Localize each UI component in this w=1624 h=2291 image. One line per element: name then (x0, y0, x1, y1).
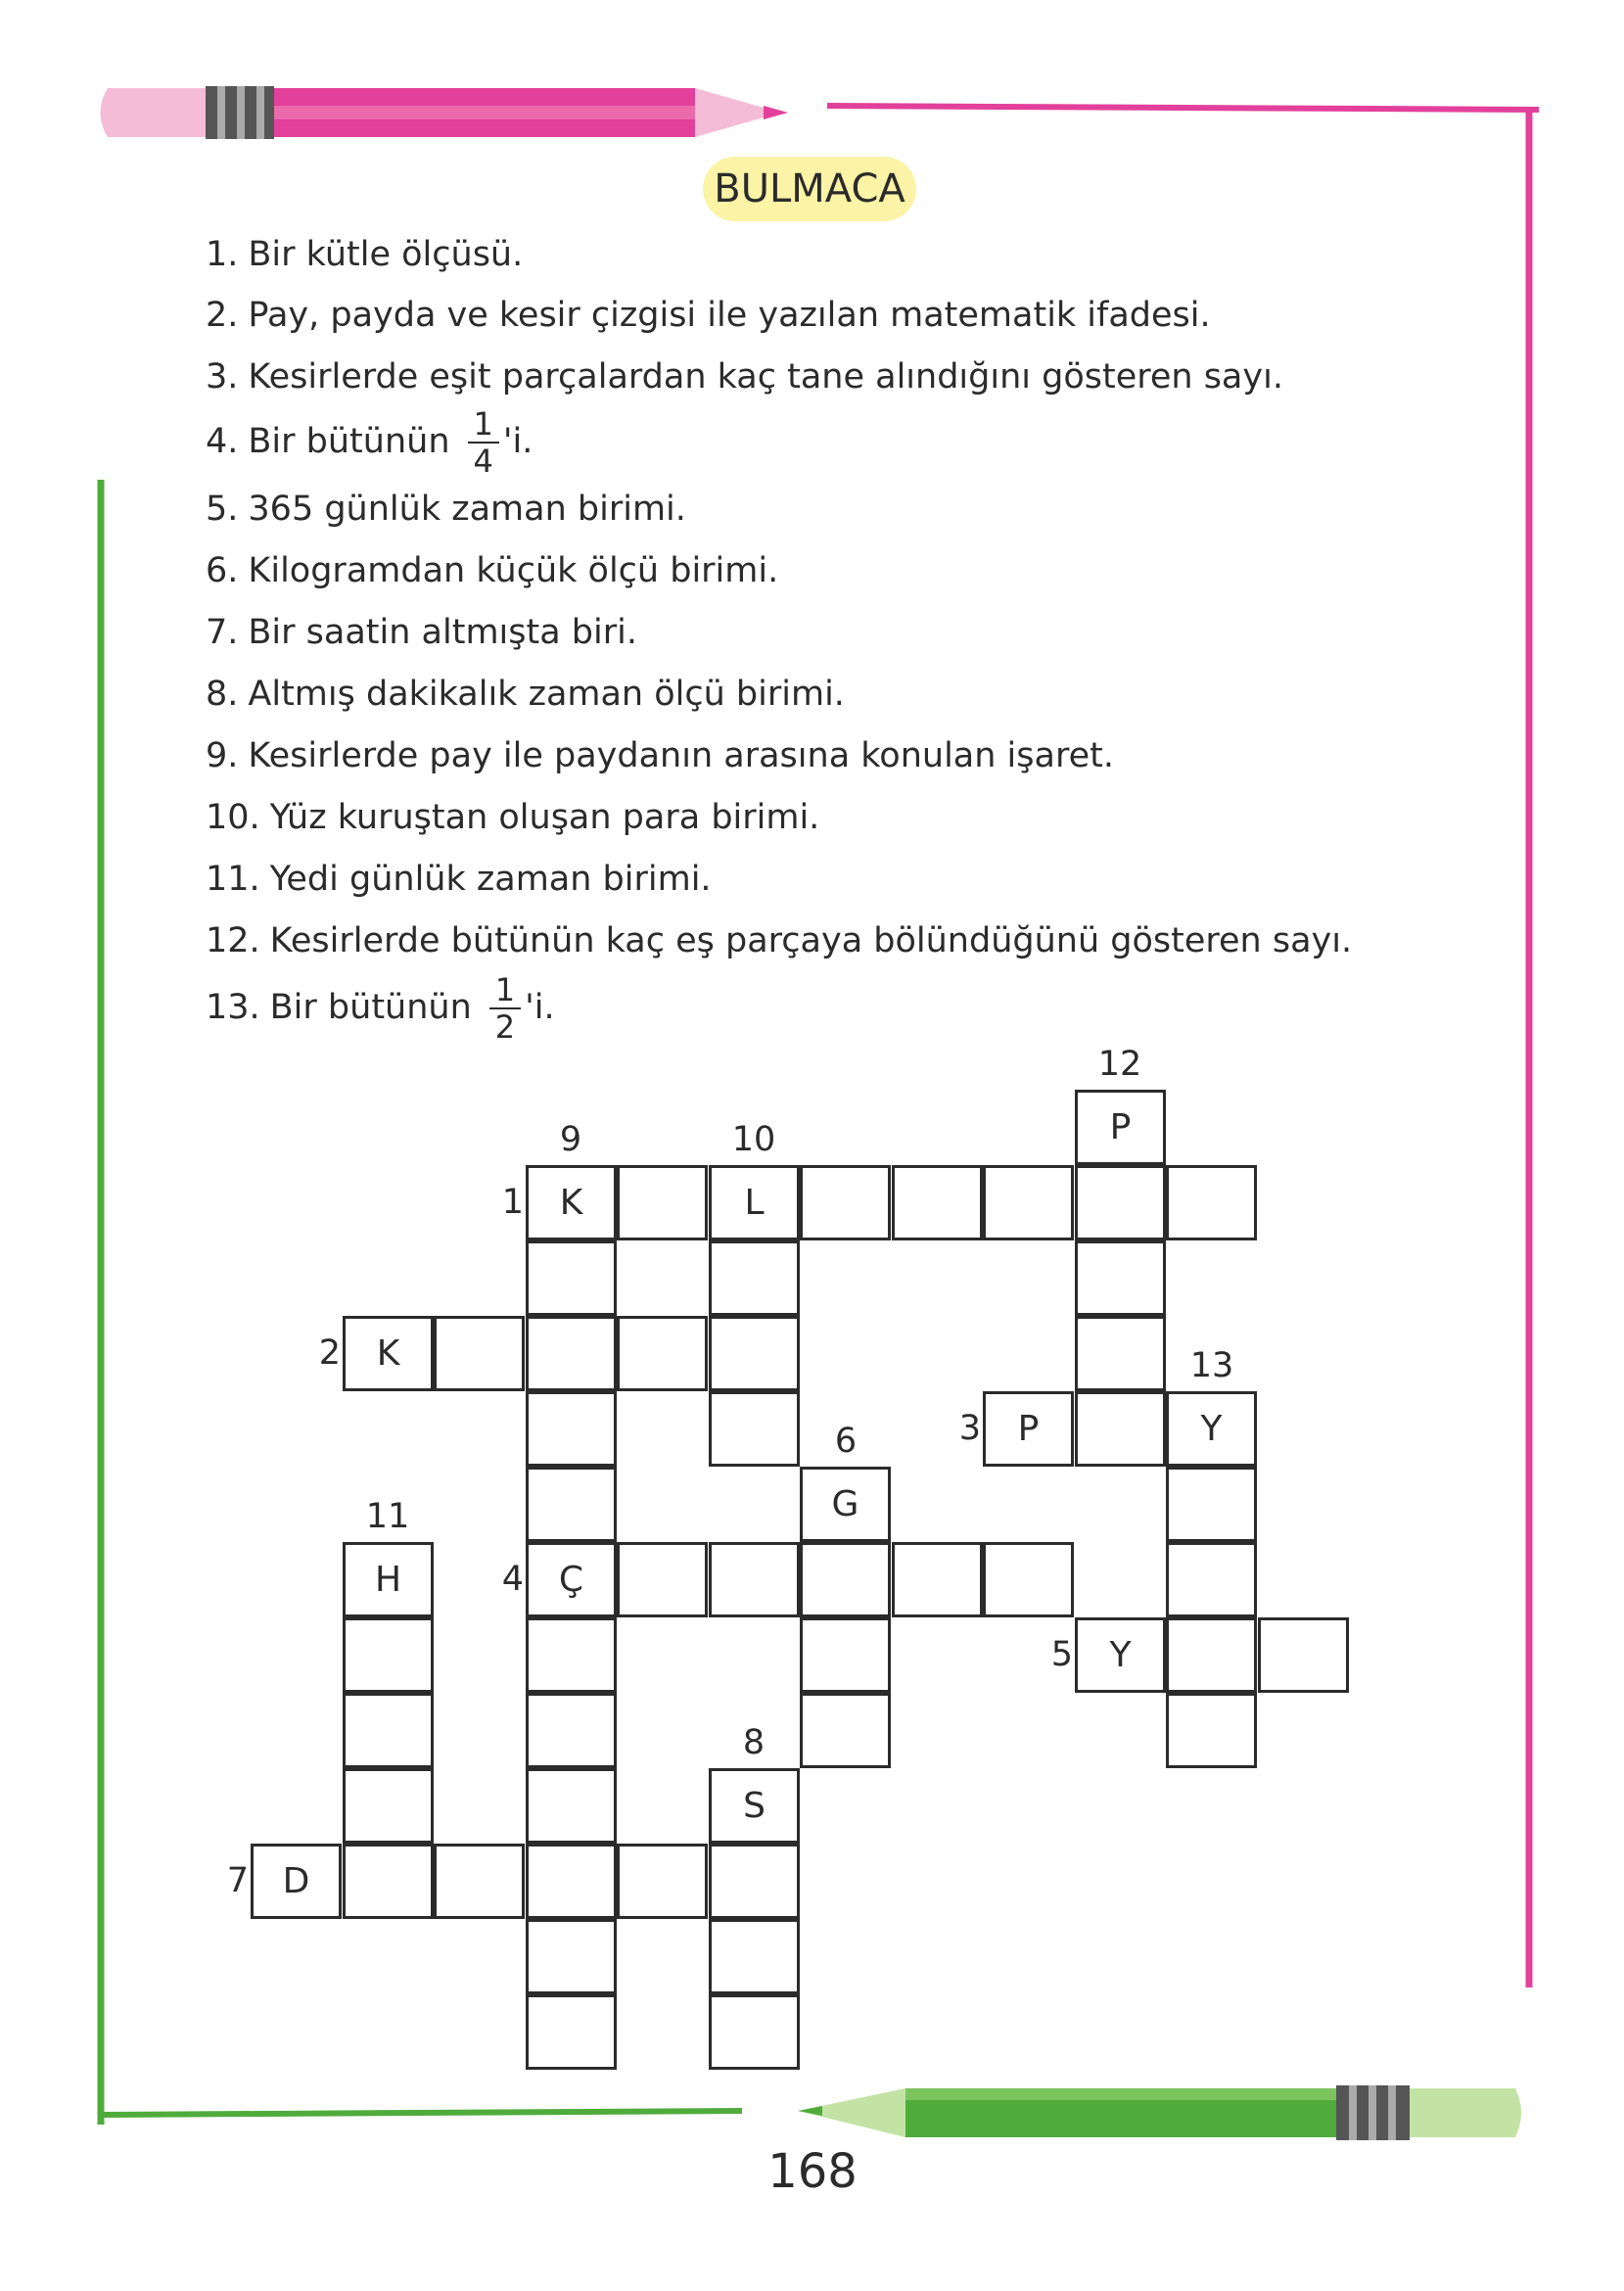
clue-text: Kilogramdan küçük ölçü birimi. (248, 551, 779, 590)
crossword-cell[interactable]: K (343, 1316, 434, 1391)
crossword-cell[interactable] (983, 1542, 1074, 1617)
crossword-cell[interactable] (526, 1693, 617, 1768)
crossword-cell[interactable] (1166, 1617, 1257, 1693)
clue-suffix: 'i. (525, 988, 555, 1027)
crossword-cell[interactable] (526, 1240, 617, 1316)
crossword-cell[interactable] (526, 1768, 617, 1844)
crossword-cell[interactable]: P (983, 1391, 1074, 1467)
clue-text: Kesirlerde pay ile paydanın arasına konulan işaret. (248, 736, 1114, 775)
crossword-clue-number: 4 (501, 1560, 524, 1599)
fraction-numerator: 1 (489, 972, 521, 1009)
crossword-cell[interactable] (526, 1467, 617, 1542)
crossword-cell[interactable] (800, 1617, 891, 1693)
clue-text: Pay, payda ve kesir çizgisi ile yazılan matematik ifadesi. (248, 296, 1211, 335)
crossword-cell[interactable]: Y (1075, 1617, 1166, 1693)
clue-5 (206, 490, 686, 529)
clue-3 (206, 357, 1283, 397)
clue-number: 9. (206, 736, 239, 775)
crossword-cell[interactable] (434, 1316, 525, 1391)
clue-13 (206, 972, 555, 1045)
clue-9 (206, 736, 1114, 775)
clue-number: 1. (206, 235, 239, 274)
crossword-clue-number: 1 (501, 1183, 524, 1222)
crossword-clue-number: 9 (559, 1120, 582, 1159)
crossword-cell[interactable]: S (709, 1768, 800, 1844)
green-pencil-icon (798, 2085, 1521, 2140)
crossword-cell[interactable] (983, 1165, 1074, 1240)
crossword-cell[interactable]: D (251, 1844, 342, 1919)
pink-pencil-icon (101, 86, 789, 139)
fraction (468, 406, 499, 479)
clue-number: 6. (206, 551, 239, 590)
crossword-cell[interactable]: Y (1166, 1391, 1257, 1467)
crossword-cell[interactable] (526, 1316, 617, 1391)
clue-number: 3. (206, 357, 239, 397)
crossword-clue-number: 13 (1189, 1346, 1234, 1385)
crossword-cell[interactable] (709, 1391, 800, 1467)
crossword-cell[interactable] (709, 1542, 800, 1617)
crossword-cell[interactable] (617, 1165, 708, 1240)
crossword-cell[interactable] (709, 1844, 800, 1919)
page-title: BULMACA (703, 157, 916, 221)
clue-4 (206, 406, 533, 479)
clue-text: Kesirlerde bütünün kaç eş parçaya bölündüğünü gösteren sayı. (269, 921, 1353, 960)
crossword-cell[interactable] (892, 1542, 983, 1617)
clue-number: 2. (206, 296, 239, 335)
clue-suffix: 'i. (502, 422, 534, 461)
clue-number: 5. (206, 490, 239, 529)
crossword-clue-number: 3 (958, 1409, 981, 1448)
clue-number: 13. (206, 988, 260, 1027)
crossword-cell[interactable]: K (526, 1165, 617, 1240)
fraction (489, 972, 521, 1045)
clue-11 (206, 860, 712, 899)
clue-number: 12. (206, 921, 260, 960)
clue-number: 7. (206, 613, 239, 652)
crossword-cell[interactable] (800, 1542, 891, 1617)
crossword-cell[interactable] (617, 1542, 708, 1617)
crossword-cell[interactable] (800, 1165, 891, 1240)
clue-number: 8. (206, 675, 239, 714)
crossword-cell[interactable] (1075, 1391, 1166, 1467)
clue-text: Kesirlerde eşit parçalardan kaç tane alındığını gösteren sayı. (248, 357, 1283, 397)
clue-7 (206, 613, 637, 652)
crossword-clue-number: 10 (731, 1120, 776, 1159)
clue-number: 11. (206, 860, 260, 899)
crossword-clue-number: 8 (742, 1723, 766, 1762)
crossword-cell[interactable] (1075, 1165, 1166, 1240)
clue-2 (206, 296, 1211, 335)
fraction-denominator: 4 (473, 443, 493, 480)
clue-text: Altmış dakikalık zaman ölçü birimi. (248, 675, 845, 714)
crossword-cell[interactable] (709, 1994, 800, 2070)
crossword-cell[interactable] (526, 1391, 617, 1467)
crossword-cell[interactable] (892, 1165, 983, 1240)
crossword-cell[interactable] (1075, 1316, 1166, 1391)
crossword-cell[interactable]: P (1075, 1090, 1166, 1165)
crossword-cell[interactable] (343, 1844, 434, 1919)
crossword-cell[interactable] (1166, 1693, 1257, 1768)
crossword-clue-number: 7 (226, 1861, 249, 1900)
crossword-cell[interactable] (1258, 1617, 1349, 1693)
crossword-cell[interactable] (526, 1844, 617, 1919)
crossword-cell[interactable]: Ç (526, 1542, 617, 1617)
clue-text: 365 günlük zaman birimi. (248, 490, 686, 529)
crossword-cell[interactable] (1166, 1542, 1257, 1617)
crossword-cell[interactable] (526, 1994, 617, 2070)
clue-text: Yedi günlük zaman birimi. (269, 860, 712, 899)
crossword-cell[interactable] (526, 1617, 617, 1693)
crossword-cell[interactable]: G (800, 1467, 891, 1542)
crossword-cell[interactable] (800, 1693, 891, 1768)
crossword-clue-number: 2 (318, 1333, 341, 1373)
crossword-cell[interactable] (709, 1240, 800, 1316)
clue-text: Bir kütle ölçüsü. (248, 235, 524, 274)
clue-text: Bir saatin altmışta biri. (248, 613, 637, 652)
crossword-clue-number: 6 (834, 1422, 858, 1461)
clue-text: Yüz kuruştan oluşan para birimi. (269, 798, 820, 837)
crossword-cell[interactable] (709, 1919, 800, 1994)
page-number: 168 (767, 2144, 858, 2199)
clue-text: Bir bütünün (248, 422, 450, 461)
crossword-cell[interactable] (617, 1316, 708, 1391)
clue-12 (206, 921, 1352, 960)
fraction-denominator: 2 (494, 1008, 516, 1046)
crossword-cell[interactable] (343, 1768, 434, 1844)
crossword-cell[interactable] (343, 1693, 434, 1768)
crossword-clue-number: 11 (365, 1497, 410, 1536)
crossword-cell[interactable]: L (709, 1165, 800, 1240)
crossword-cell[interactable] (434, 1844, 525, 1919)
clue-10 (206, 798, 819, 837)
crossword-cell[interactable]: H (343, 1542, 434, 1617)
crossword-cell[interactable] (1166, 1467, 1257, 1542)
clue-text: Bir bütünün (269, 988, 472, 1027)
clue-number: 4. (206, 422, 239, 461)
crossword-cell[interactable] (343, 1617, 434, 1693)
crossword-cell[interactable] (617, 1844, 708, 1919)
clue-6 (206, 551, 778, 590)
crossword-clue-number: 5 (1050, 1635, 1073, 1674)
clue-8 (206, 675, 845, 714)
crossword-cell[interactable] (1075, 1240, 1166, 1316)
crossword-cell[interactable] (526, 1919, 617, 1994)
crossword-cell[interactable] (709, 1316, 800, 1391)
crossword-clue-number: 12 (1097, 1045, 1142, 1084)
clue-1 (206, 235, 523, 274)
crossword-cell[interactable] (1166, 1165, 1257, 1240)
clue-number: 10. (206, 798, 260, 837)
fraction-numerator: 1 (468, 406, 499, 444)
